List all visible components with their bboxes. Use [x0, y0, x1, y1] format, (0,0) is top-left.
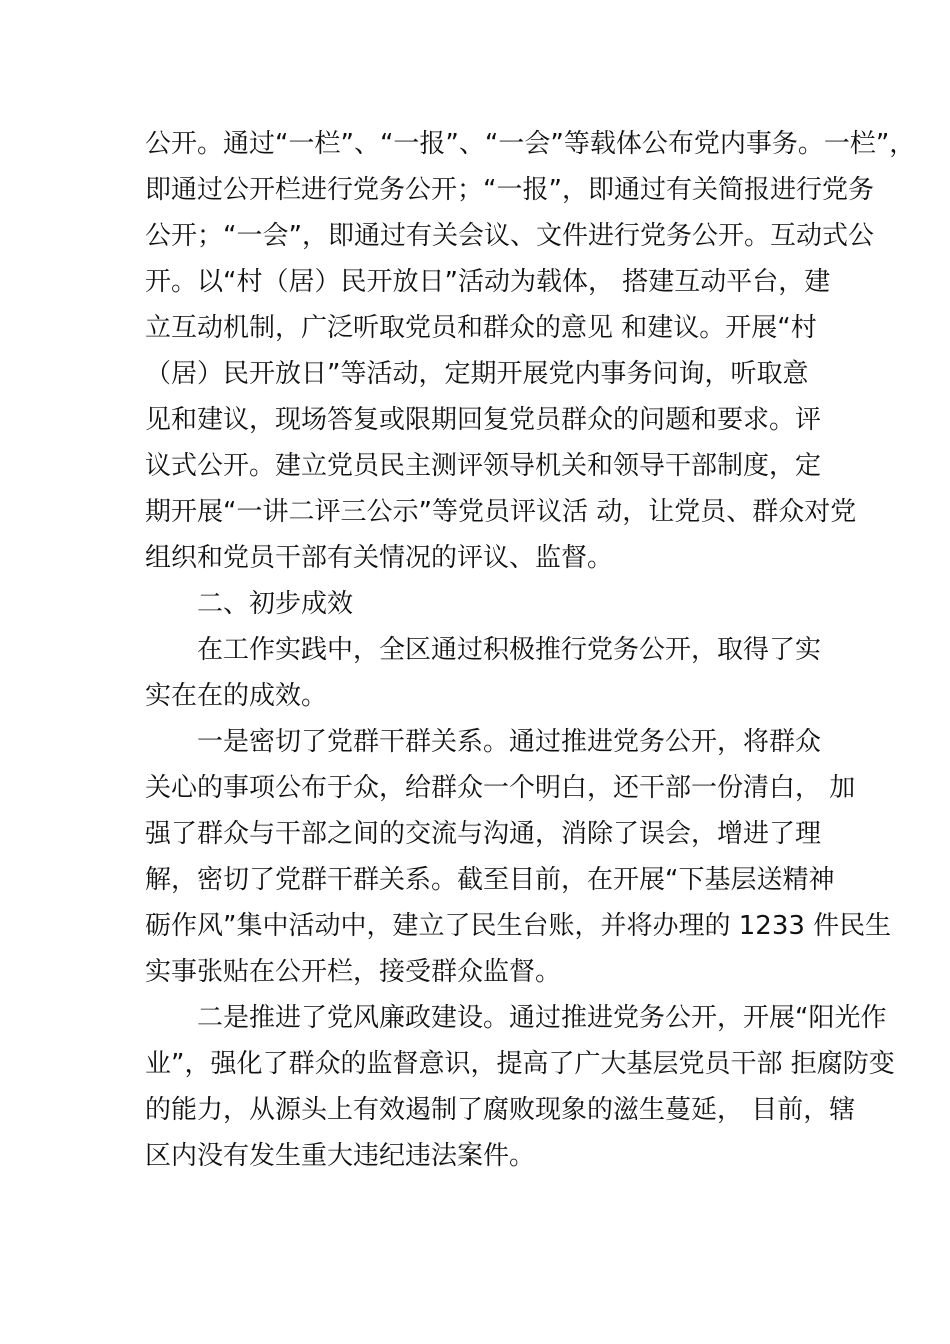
text-line: 强了群众与干部之间的交流与沟通，消除了误会，增进了理: [145, 819, 822, 849]
paragraph-start: 二是推进了党风廉政建设。通过推进党务公开，开展“阳光作: [197, 1003, 887, 1033]
text-line: 的能力，从源头上有效遏制了腐败现象的滋生蔓延， 目前，辖: [145, 1095, 856, 1125]
text-line: 见和建议，现场答复或限期回复党员群众的问题和要求。评: [145, 405, 822, 435]
text-line: 实在在的成效。: [145, 681, 328, 711]
text-line: 开。以“村（居）民开放日”活动为载体， 搭建互动平台，建: [145, 267, 831, 297]
text-line: 公开；“一会”，即通过有关会议、文件进行党务公开。互动式公: [145, 221, 874, 251]
paragraph-start: 一是密切了党群干群关系。通过推进党务公开，将群众: [197, 727, 822, 757]
text-line: （居）民开放日”等活动，定期开展党内事务问询，听取意: [145, 359, 809, 389]
paragraph-start: 在工作实践中，全区通过积极推行党务公开，取得了实: [197, 635, 822, 665]
text-line: 区内没有发生重大违纪违法案件。: [145, 1141, 536, 1171]
text-line: 议式公开。建立党员民主测评领导机关和领导干部制度，定: [145, 451, 822, 481]
text-line: 业”，强化了群众的监督意识，提高了广大基层党员干部 拒腐防变: [145, 1049, 895, 1079]
text-line: 解，密切了党群干群关系。截至目前，在开展“下基层送精神: [145, 865, 835, 895]
document-body: [145, 121, 916, 1179]
text-line: 期开展“一讲二评三公示”等党员评议活 动，让党员、群众对党: [145, 497, 857, 527]
text-line: 即通过公开栏进行党务公开；“一报”，即通过有关简报进行党务: [145, 175, 874, 205]
section-heading: 二、初步成效: [197, 589, 354, 619]
text-line: 公开。通过“一栏”、“一报”、“一会”等载体公布党内事务。一栏”，: [145, 129, 916, 159]
text-line: 立互动机制，广泛听取党员和群众的意见 和建议。开展“村: [145, 313, 817, 343]
text-line: 实事张贴在公开栏，接受群众监督。: [145, 957, 562, 987]
text-line: 砺作风”集中活动中，建立了民生台账，并将办理的 1233 件民生: [145, 911, 892, 941]
text-line: 关心的事项公布于众，给群众一个明白，还干部一份清白， 加: [145, 773, 856, 803]
text-line: 组织和党员干部有关情况的评议、监督。: [145, 543, 614, 573]
